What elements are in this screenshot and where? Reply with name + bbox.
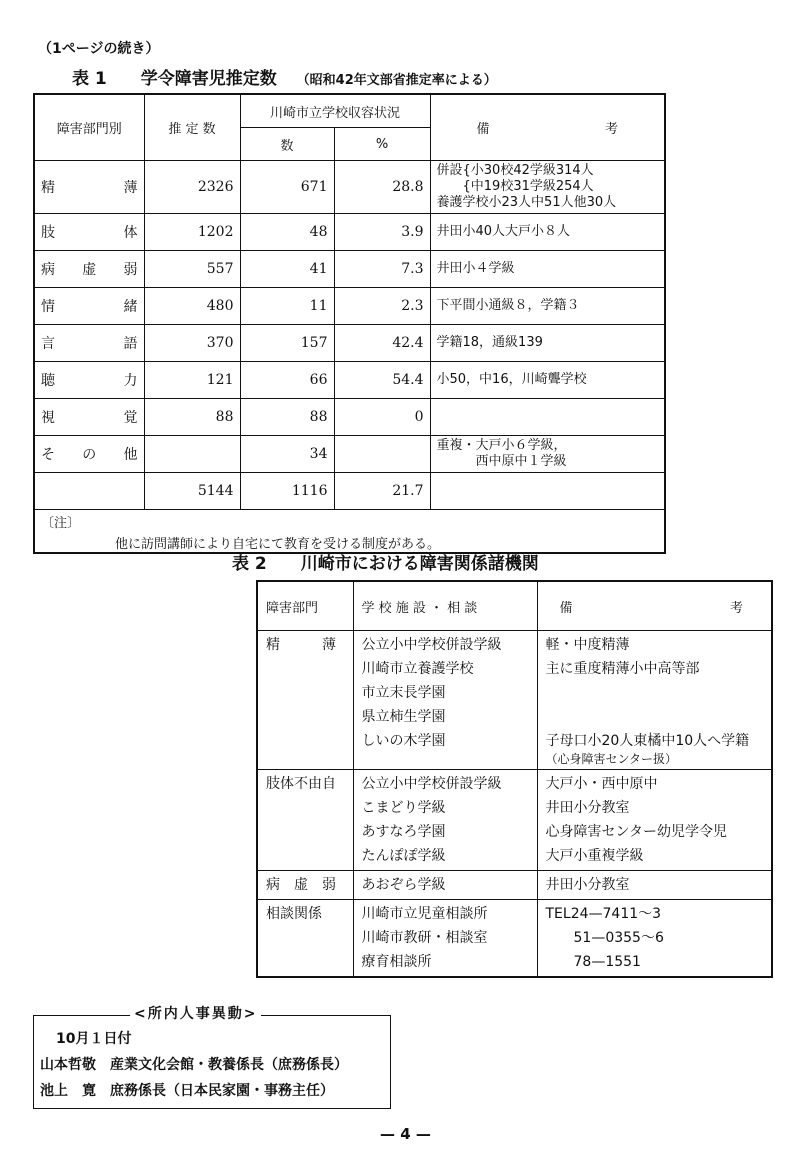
- percent-cell: 0: [334, 399, 430, 436]
- count-cell: 48: [240, 214, 334, 251]
- t2-header-dept: 障害部門: [257, 581, 353, 631]
- remarks-cell: 井田小４学級: [430, 251, 665, 288]
- total-estimate: 5144: [144, 473, 240, 510]
- remarks-cell: 井田小40人大戸小８人: [430, 214, 665, 251]
- remarks-cell: 重複・大戸小６学級， 西中原中１学級: [430, 436, 665, 473]
- remarks-item: 井田小分教室: [545, 877, 630, 893]
- estimate-cell: 370: [144, 325, 240, 362]
- estimate-cell: 2326: [144, 161, 240, 214]
- table-row: [34, 161, 665, 214]
- facility-item: 公立小中学校併設学級: [361, 776, 502, 792]
- table-row: [34, 214, 665, 251]
- dept-cell: 病 虚 弱: [257, 871, 353, 900]
- remarks-item: [546, 705, 764, 729]
- facility-item: 川崎市立児童相談所: [361, 906, 488, 922]
- percent-cell: 2.3: [334, 288, 430, 325]
- remarks-item: 子母口小20人東橘中10人へ学籍: [545, 733, 750, 749]
- remarks-item: 51—0355～6: [545, 930, 664, 946]
- percent-cell: 3.9: [334, 214, 430, 251]
- remarks-cell: [537, 631, 772, 770]
- remarks-item: 主に重度精薄小中高等部: [545, 661, 700, 677]
- personnel-name: 山本哲敬: [40, 1057, 96, 1073]
- category-cell: 情 緒: [34, 288, 144, 325]
- table2-title: 表 2 川崎市における障害関係諸機関: [232, 554, 539, 574]
- note-label: 〔注〕: [41, 516, 81, 531]
- personnel-entry-2: [40, 1080, 334, 1100]
- remarks-item: [546, 681, 764, 705]
- facility-cell: [353, 871, 537, 900]
- remarks-item: TEL24—7411～3: [545, 906, 662, 922]
- category-cell: 言 語: [34, 325, 144, 362]
- personnel-entry-1: [40, 1054, 348, 1074]
- header-category: 障害部門別: [34, 94, 144, 161]
- facility-item: 市立末長学園: [361, 685, 446, 701]
- table-row: [257, 900, 772, 978]
- header-count: 数: [240, 128, 334, 161]
- remarks-cell: 併設{小30校42学級314人 {中19校31学級254人 養護学校小23人中51人他30人: [430, 161, 665, 214]
- table1-subtitle: （昭和42年文部省推定率による）: [296, 73, 497, 88]
- remarks-note: （心身障害センター扱）: [545, 752, 678, 766]
- t2-header-remarks: 備 考: [537, 581, 772, 631]
- table-row: [257, 631, 772, 770]
- facility-item: 川崎市立養護学校: [361, 661, 474, 677]
- personnel-date: 10月１日付: [56, 1031, 132, 1047]
- total-label-cell: [34, 473, 144, 510]
- header-percent: %: [334, 128, 430, 161]
- estimate-cell: 480: [144, 288, 240, 325]
- facility-item: 県立柿生学園: [361, 709, 446, 725]
- remarks-cell: [430, 399, 665, 436]
- header-remarks: 備 考: [430, 94, 665, 161]
- percent-cell: 42.4: [334, 325, 430, 362]
- count-cell: 34: [240, 436, 334, 473]
- estimate-cell: 88: [144, 399, 240, 436]
- table-row: [34, 436, 665, 473]
- category-cell: 視 覚: [34, 399, 144, 436]
- header-estimate: 推 定 数: [144, 94, 240, 161]
- remarks-item: 心身障害センター幼児学令児: [545, 824, 727, 840]
- table2: [256, 580, 773, 978]
- table-row: [257, 871, 772, 900]
- estimate-cell: 557: [144, 251, 240, 288]
- table-row: [34, 251, 665, 288]
- percent-cell: 54.4: [334, 362, 430, 399]
- facility-cell: [353, 770, 537, 871]
- remarks-cell: [537, 770, 772, 871]
- table1-title: [72, 64, 497, 89]
- remarks-cell: [537, 871, 772, 900]
- estimate-cell: [144, 436, 240, 473]
- percent-cell: [334, 436, 430, 473]
- personnel-role: 庶務係長（日本民家園・事務主任）: [110, 1083, 334, 1099]
- dept-cell: 相談関係: [257, 900, 353, 978]
- table-row: [257, 770, 772, 871]
- count-cell: 671: [240, 161, 334, 214]
- continuation-note: （1ページの続き）: [38, 41, 160, 57]
- table1-note: [34, 510, 665, 554]
- category-cell: 肢 体: [34, 214, 144, 251]
- category-cell: 病 虚 弱: [34, 251, 144, 288]
- dept-cell: 精 薄: [257, 631, 353, 770]
- remarks-cell: [537, 900, 772, 978]
- personnel-name: 池上 寛: [40, 1083, 96, 1099]
- facility-item: あおぞら学級: [361, 877, 446, 893]
- remarks-cell: 小50，中16，川崎聾学校: [430, 362, 665, 399]
- personnel-role: 産業文化会館・教養係長（庶務係長）: [110, 1057, 348, 1073]
- note-text: 他に訪問講師により自宅にて教育を受ける制度がある。: [115, 537, 441, 552]
- table1-title-text: 表 1 学令障害児推定数: [72, 69, 277, 89]
- total-percent: 21.7: [334, 473, 430, 510]
- t2-header-facility: 学 校 施 設 ・ 相 談: [353, 581, 537, 631]
- count-cell: 157: [240, 325, 334, 362]
- count-cell: 88: [240, 399, 334, 436]
- remarks-cell: 学籍18，通級139: [430, 325, 665, 362]
- facility-cell: [353, 900, 537, 978]
- page-number: — 4 —: [380, 1125, 431, 1143]
- remarks-item: 78—1551: [545, 954, 641, 970]
- remarks-item: 軽・中度精薄: [545, 637, 630, 653]
- personnel-title: <所内人事異動>: [130, 1003, 261, 1023]
- personnel-box: [33, 1015, 391, 1109]
- table-row: [34, 399, 665, 436]
- table-row: [34, 325, 665, 362]
- table-row: [34, 288, 665, 325]
- facility-item: たんぽぽ学級: [361, 848, 446, 864]
- facility-cell: [353, 631, 537, 770]
- remarks-item: 井田小分教室: [545, 800, 630, 816]
- remarks-cell: 下平間小通級８，学籍３: [430, 288, 665, 325]
- category-cell: そ の 他: [34, 436, 144, 473]
- count-cell: 66: [240, 362, 334, 399]
- percent-cell: 28.8: [334, 161, 430, 214]
- table-row: [34, 362, 665, 399]
- facility-item: あすなろ学園: [361, 824, 446, 840]
- count-cell: 11: [240, 288, 334, 325]
- count-cell: 41: [240, 251, 334, 288]
- facility-item: 公立小中学校併設学級: [361, 637, 502, 653]
- estimate-cell: 1202: [144, 214, 240, 251]
- facility-item: しいの木学園: [361, 733, 446, 749]
- percent-cell: 7.3: [334, 251, 430, 288]
- table1: [33, 93, 666, 554]
- facility-item: こまどり学級: [361, 800, 446, 816]
- total-count: 1116: [240, 473, 334, 510]
- facility-item: 川崎市教研・相談室: [361, 930, 488, 946]
- remarks-item: 大戸小・西中原中: [545, 776, 658, 792]
- facility-item: 療育相談所: [361, 954, 432, 970]
- total-remarks-cell: [430, 473, 665, 510]
- dept-cell: 肢体不由自: [257, 770, 353, 871]
- remarks-item: 大戸小重複学級: [545, 848, 644, 864]
- estimate-cell: 121: [144, 362, 240, 399]
- category-cell: 精 薄: [34, 161, 144, 214]
- category-cell: 聴 力: [34, 362, 144, 399]
- header-kawasaki: 川崎市立学校収容状況: [240, 94, 430, 128]
